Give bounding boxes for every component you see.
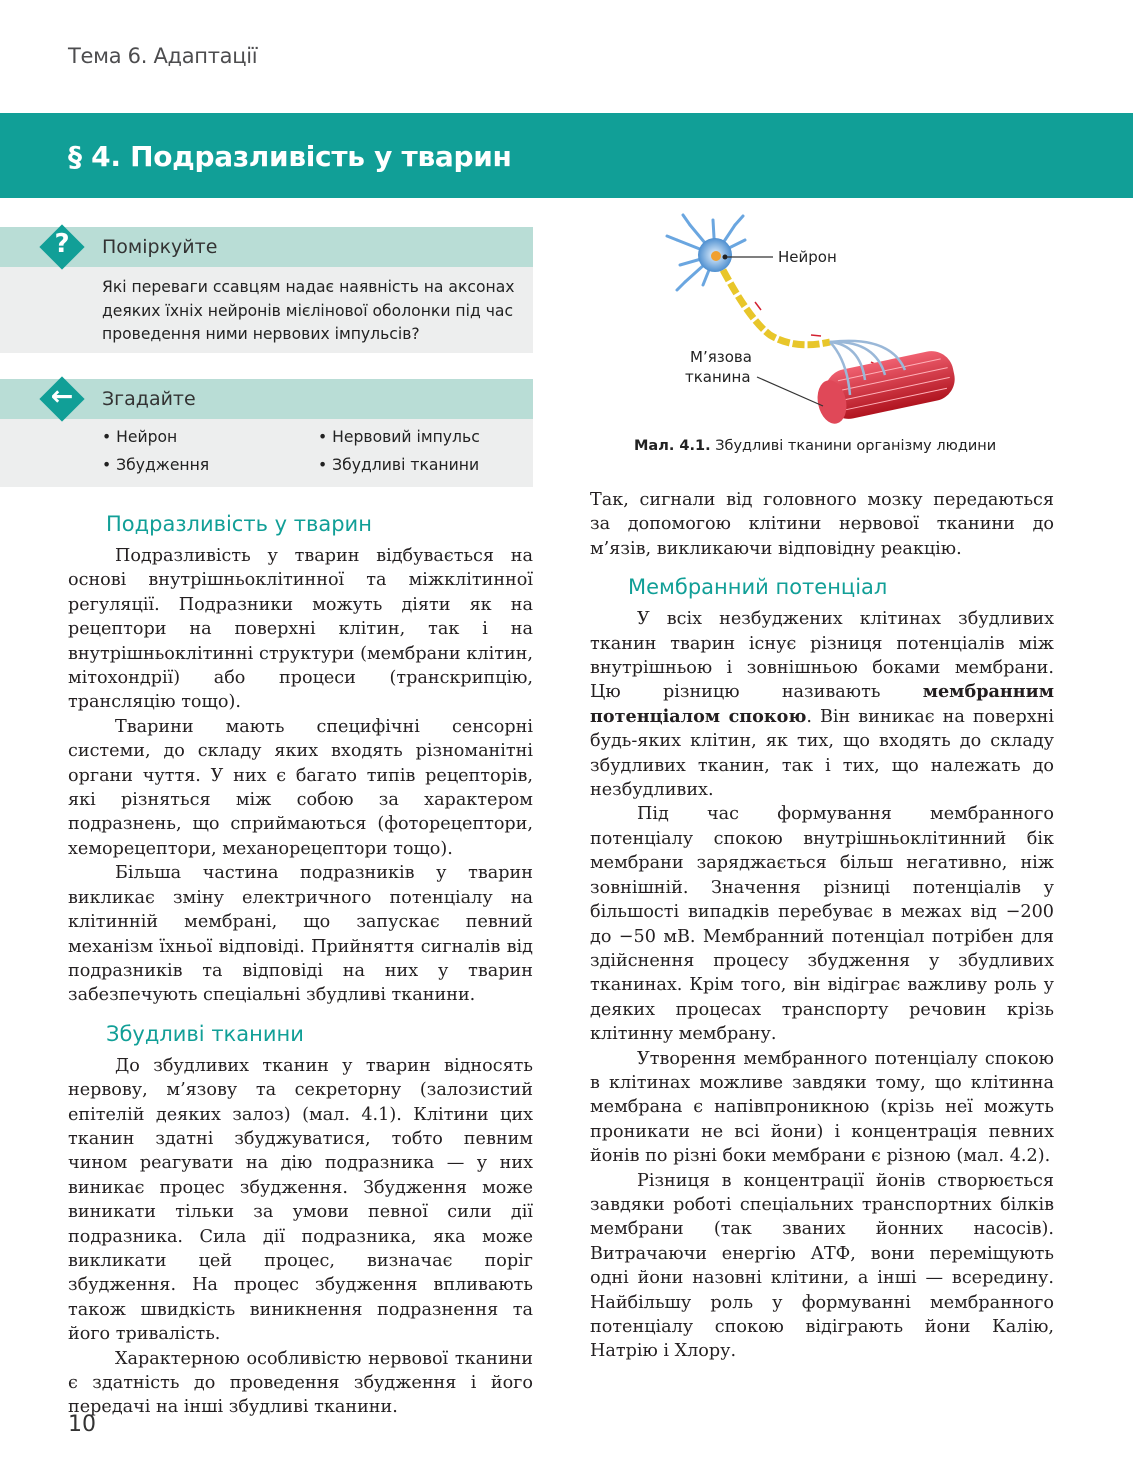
recall-item: • Нервовий імпульс [318,428,480,446]
heading-membrane-potential: Мембранний потенціал [628,575,888,600]
axon-myelin [723,270,830,345]
right-column [590,488,1054,1364]
muscle-bundle [814,347,959,426]
think-label: Поміркуйте [102,236,218,258]
recall-item: • Збудження [102,456,210,474]
paragraph: Характерною особливістю нервової тканини є здатність до проведення збудження і його передачі на інші збудливі тканини. [68,1348,533,1418]
caption-number: Мал. 4.1. [634,438,711,454]
heading-excitable-tissues: Збудливі тканини [106,1021,304,1046]
paragraph: Тварини мають специфічні сенсорні системи, до складу яких входять різноманітні органи чуття. У них є багато типів рецепторів, які різняться між собою за характером подразнень, що сприймаються (фоторецептори, хеморецептори, механорецептори тощо). [68,716,533,859]
page-title: § 4. Подразливість у тварин [68,140,512,173]
paragraph: Утворення мембранного потенціалу спокою в клітинах можливе завдяки тому, що клітинна мембрана є напівпроникною (крізь неї можуть проникати не всі йони) і концентрація певних йонів по різні боки мембрани є різною (мал. 4.2). [590,1048,1054,1167]
paragraph: Подразливість у тварин відбувається на основі внутрішньоклітинної та міжклітинної регуляції. Подразники можуть діяти як на рецептори на поверхні клітин, так і на внутрішньоклітинні структури (мембрани клітин, мітохондрії) або процеси (транскрипцію, трансляцію тощо). [68,546,533,713]
text-run: У всіх незбуджених клітинах збудливих тканин тварин існує різниця потенціалів між внутрішньою і зовнішньою боками мембрани. Цю різницю називають [590,609,1054,703]
label-neuron: Нейрон [778,248,837,266]
nucleus [711,251,721,261]
arrow-left-icon: ← [50,381,74,412]
running-head: Тема 6. Адаптації [68,44,258,68]
paragraph: Так, сигнали від головного мозку передаються за допомогою клітини нервової тканини до м’язів, викликаючи відповідну реакцію. [590,490,1054,559]
term-resting-potential: мембранним потенціалом спокою [590,681,1054,727]
left-column [68,500,533,1420]
paragraph: Під час формування мембранного потенціалу спокою внутрішньоклітинний бік мембрани заряджається більш негативно, ніж зовнішній. Значення різниці потенціалів у більшості випадків перебуває в межах від −200 до −50 мВ. Мембранний потенціал потрібен для здійснення процесу збудження у збудливих тканинах. Крім того, він відіграє важливу роль у деяких процесах транспорту речовин крізь клітинну мембрану. [590,804,1054,1045]
neuron-pointer-dot [723,255,728,260]
heading-irritability: Подразливість у тварин [106,512,372,536]
recall-item: • Нейрон [102,428,178,446]
paragraph [590,607,1054,802]
page-number: 10 [68,1412,96,1437]
caption-text: Збудливі тканини організму людини [710,438,997,454]
figure-caption [634,438,996,454]
recall-label: Згадайте [102,388,196,410]
label-muscle-2: тканина [685,368,751,386]
text-run: . Він виникає на поверхні будь-яких клітин, як тих, що входять до складу збудливих тканин, так і тих, що належать до незбудливих. [590,706,1054,801]
recall-item: • Збудливі тканини [318,456,480,474]
think-question: Які переваги ссавцям надає наявність на аксонах деяких їхніх нейронів мієлінової оболонки під час проведення ними нервових імпульсів? [102,278,515,343]
label-muscle-1: М’язова [690,348,752,366]
paragraph: До збудливих тканин у тварин відносять нервову, м’язову та секреторну (залозистий епітелій деяких залоз) (мал. 4.1). Клітини цих тканин здатні збуджуватися, тобто певним чином реагувати на дію подразника — у них виникає процес збудження. Збудження може виникати тільки за умови певної сили дії подразника. Сила дії подразника, яка може викликати цей процес, визначає поріг збудження. На процес збудження впливають також швидкість виникнення подразнення та його тривалість. [68,1055,533,1345]
paragraph: Різниця в концентрації йонів створюється завдяки роботі спеціальних транспортних білків мембрани (так званих йонних насосів). Витрачаючи енергію АТФ, вони переміщують одні йони назовні клітини, а інші — всередину. Найбільшу роль у формуванні мембранного потенціалу спокою відіграють йони Калію, Натрію і Хлору. [590,1170,1054,1362]
paragraph: Більша частина подразників у тварин викликає зміну електричного потенціалу на клітинній мембрані, що запускає певний механізм їхньої відповіді. Прийняття сигналів від подразників та відповіді на них у тварин забезпечують спеціальні збудливі тканини. [68,863,533,1006]
figure-neuron-muscle [585,210,1025,450]
question-icon: ? [54,229,70,259]
